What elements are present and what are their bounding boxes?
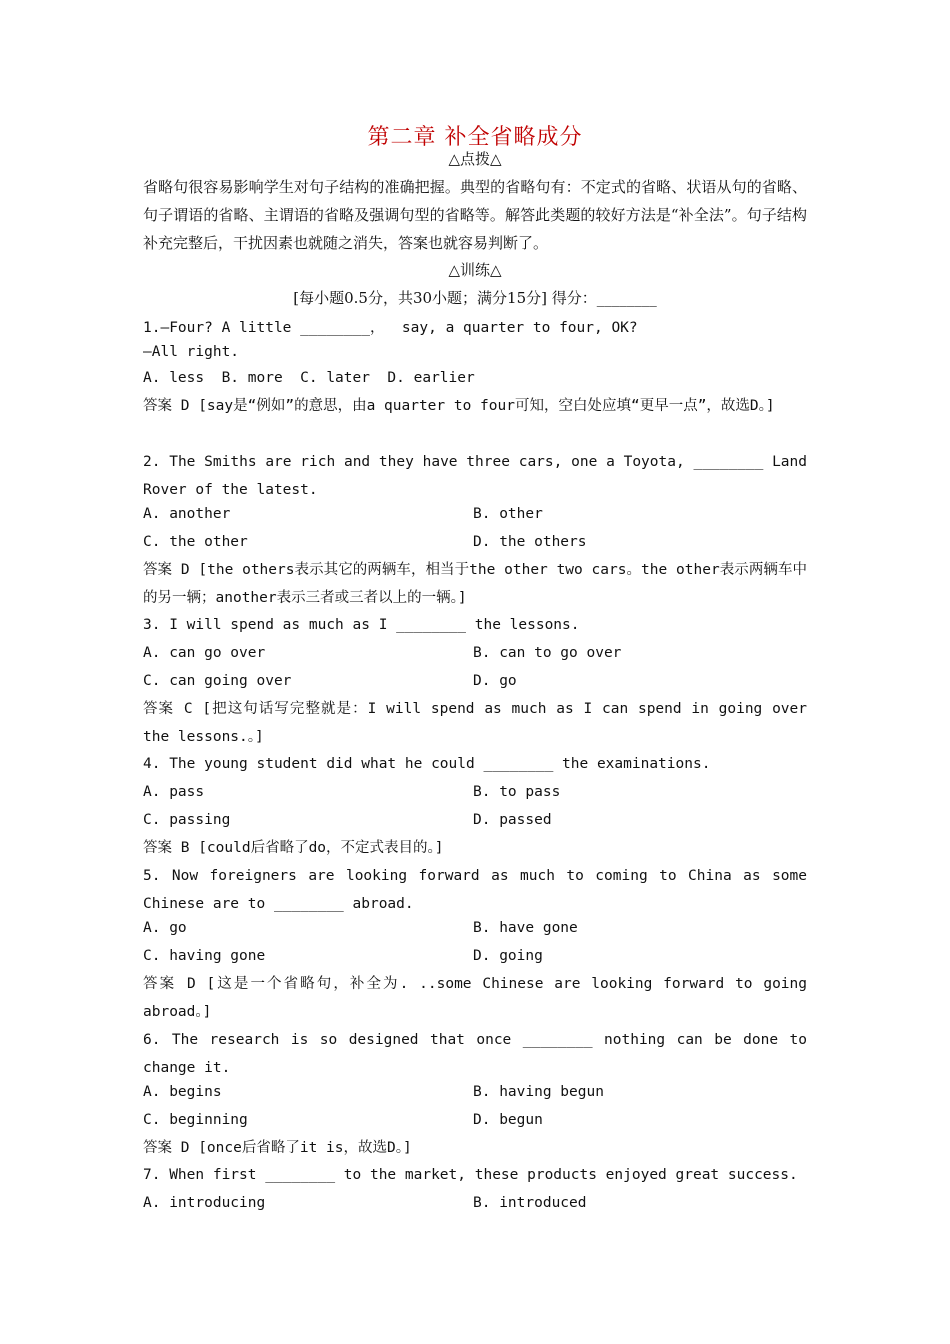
question-4-option-d: D. passed <box>473 812 552 828</box>
question-4-option-a: A. pass <box>143 784 205 800</box>
question-2-option-a: A. another <box>143 506 231 522</box>
question-6-answer: 答案 D [once后省略了it is，故选D。] <box>143 1140 412 1156</box>
question-1-answer: 答案 D [say是“例如”的意思，由a quarter to four可知，空白处应填“更早一点”，故选D。] <box>143 398 775 414</box>
question-3-option-a: A. can go over <box>143 645 266 661</box>
question-3-stem: 3. I will spend as much as I ________ the lessons. <box>143 617 580 633</box>
question-6-stem: 6. The research is so designed that once ________ nothing can be done to change it. <box>143 1032 807 1076</box>
question-5-option-c: C. having gone <box>143 948 266 964</box>
question-7-option-a: A. introducing <box>143 1195 266 1211</box>
question-1-reply: —All right. <box>143 344 240 360</box>
question-2-stem: 2. The Smiths are rich and they have three cars, one a Toyota, ________ Land Rover of the latest. <box>143 454 807 498</box>
question-5-option-a: A. go <box>143 920 187 936</box>
page-title: 第二章 补全省略成分 <box>367 125 583 150</box>
question-1-stem: 1.—Four? A little ________， say, a quarter to four, OK? <box>143 320 638 336</box>
question-6-option-a: A. begins <box>143 1084 222 1100</box>
intro-paragraph: 省略句很容易影响学生对句子结构的准确把握。典型的省略句有：不定式的省略、状语从句的省略、句子谓语的省略、主谓语的省略及强调句型的省略等。解答此类题的较好方法是“补全法”。句子结构补充完整后，干扰因素也就随之消失，答案也就容易判断了。 <box>143 178 807 252</box>
question-5-option-b: B. have gone <box>473 920 578 936</box>
score-note: [每小题0.5分，共30小题；满分15分] 得分：________ <box>293 289 657 307</box>
section-heading-tip: △点拨△ <box>448 150 502 168</box>
question-2-answer: 答案 D [the others表示其它的两辆车，相当于the other two cars。the other表示两辆车中的另一辆；another表示三者或三者以上的一辆。] <box>143 562 807 606</box>
question-7-option-b: B. introduced <box>473 1195 587 1211</box>
question-3-option-b: B. can to go over <box>473 645 622 661</box>
question-3-option-d: D. go <box>473 673 517 689</box>
question-4-stem: 4. The young student did what he could ________ the examinations. <box>143 756 711 772</box>
question-7-stem: 7. When first ________ to the market, these products enjoyed great success. <box>143 1167 798 1183</box>
section-heading-practice: △训练△ <box>448 261 502 279</box>
question-5-stem: 5. Now foreigners are looking forward as much to coming to China as some Chinese are to ________ abroad. <box>143 868 807 912</box>
question-6-option-d: D. begun <box>473 1112 543 1128</box>
question-2-option-c: C. the other <box>143 534 248 550</box>
question-5-option-d: D. going <box>473 948 543 964</box>
question-4-option-c: C. passing <box>143 812 231 828</box>
question-5-answer: 答案 D [这是一个省略句，补全为. ..some Chinese are looking forward to going abroad。] <box>143 976 807 1020</box>
question-4-answer: 答案 B [could后省略了do，不定式表目的。] <box>143 840 444 856</box>
question-6-option-c: C. beginning <box>143 1112 248 1128</box>
question-3-answer: 答案 C [把这句话写完整就是：I will spend as much as I can spend in going over the lessons.。] <box>143 701 807 745</box>
question-2-option-b: B. other <box>473 506 543 522</box>
question-6-option-b: B. having begun <box>473 1084 604 1100</box>
question-2-option-d: D. the others <box>473 534 587 550</box>
question-3-option-c: C. can going over <box>143 673 292 689</box>
question-1-options: A. less B. more C. later D. earlier <box>143 370 475 386</box>
question-4-option-b: B. to pass <box>473 784 561 800</box>
